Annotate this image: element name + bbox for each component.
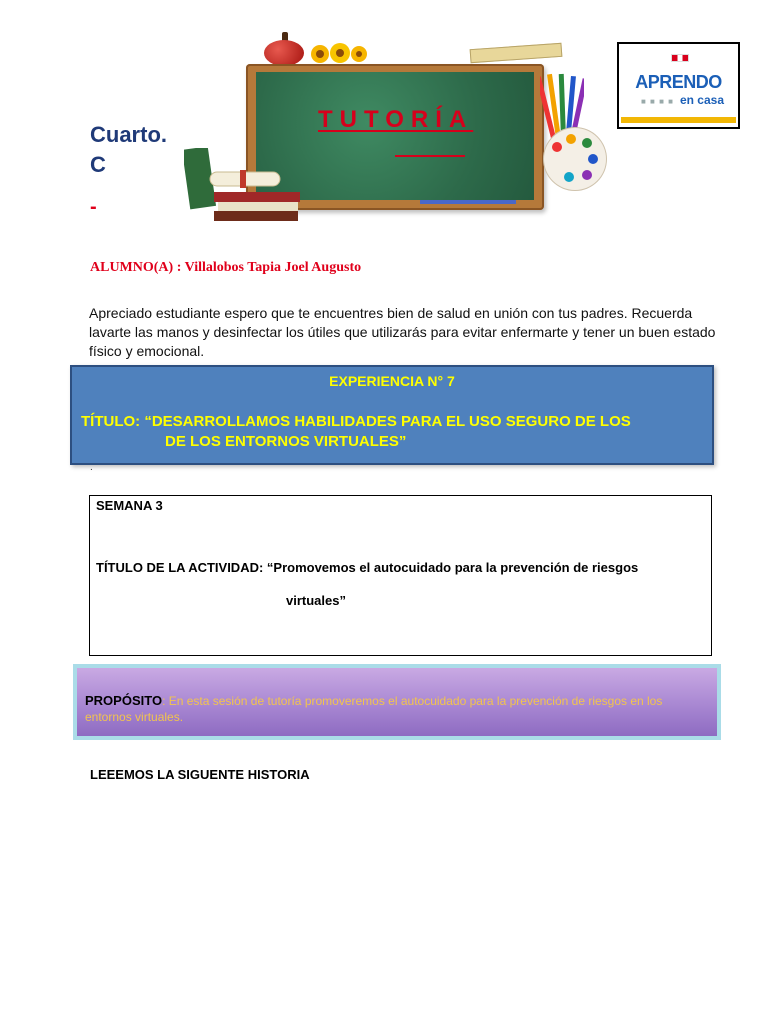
purpose-text: : En esta sesión de tutoría promoveremos el autocuidado para la prevención de riesgos en los entornos virtuales.	[85, 694, 663, 724]
logo-stripe	[621, 117, 736, 123]
activity-title-line1: TÍTULO DE LA ACTIVIDAD: “Promovemos el autocuidado para la prevención de riesgos	[96, 560, 639, 575]
week-label: SEMANA 3	[96, 498, 163, 513]
purpose-content	[77, 668, 717, 736]
class-grade: Cuarto.	[90, 122, 167, 147]
ruler-icon	[470, 43, 563, 63]
logo-title: APRENDO	[635, 72, 722, 92]
class-section: C	[90, 152, 106, 177]
logo-subtitle: en casa	[679, 93, 724, 107]
section-heading: LEEEMOS LA SIGUENTE HISTORIA	[90, 767, 310, 782]
paint-palette-icon	[544, 128, 606, 190]
board-title: TUTORÍA	[318, 106, 474, 133]
purpose-label: PROPÓSITO	[85, 693, 163, 708]
week-box	[89, 495, 712, 656]
stray-dot: .	[90, 462, 93, 473]
activity-title-line2: virtuales”	[286, 593, 346, 608]
logo-dots: ■ ■ ■ ■	[641, 97, 674, 106]
books-and-diploma-icon	[184, 148, 302, 224]
experience-number: EXPERIENCIA N° 7	[329, 373, 455, 389]
apple-icon	[264, 40, 304, 66]
experience-box	[70, 365, 714, 465]
experience-title-line2: DE LOS ENTORNOS VIRTUALES”	[165, 433, 407, 450]
class-dash: -	[90, 196, 97, 218]
student-name: ALUMNO(A) : Villalobos Tapia Joel Augusto	[90, 260, 362, 275]
chalk-piece-icon	[420, 200, 516, 204]
sunflower-icon	[308, 42, 368, 64]
purpose-box	[73, 664, 721, 740]
experience-title-line1: TÍTULO: “DESARROLLAMOS HABILIDADES PARA EL USO SEGURO DE LOS	[81, 413, 631, 430]
aprendo-en-casa-logo	[617, 42, 740, 129]
board-underline	[395, 155, 465, 157]
class-label	[90, 120, 167, 180]
intro-paragraph: Apreciado estudiante espero que te encuentres bien de salud en unión con tus padres. Recuerda lavarte las manos y desinfectar los útiles que utilizarás para evitar enfermarte y tener un buen estado físico y emocional.	[89, 305, 716, 359]
flag-icon	[671, 54, 689, 62]
